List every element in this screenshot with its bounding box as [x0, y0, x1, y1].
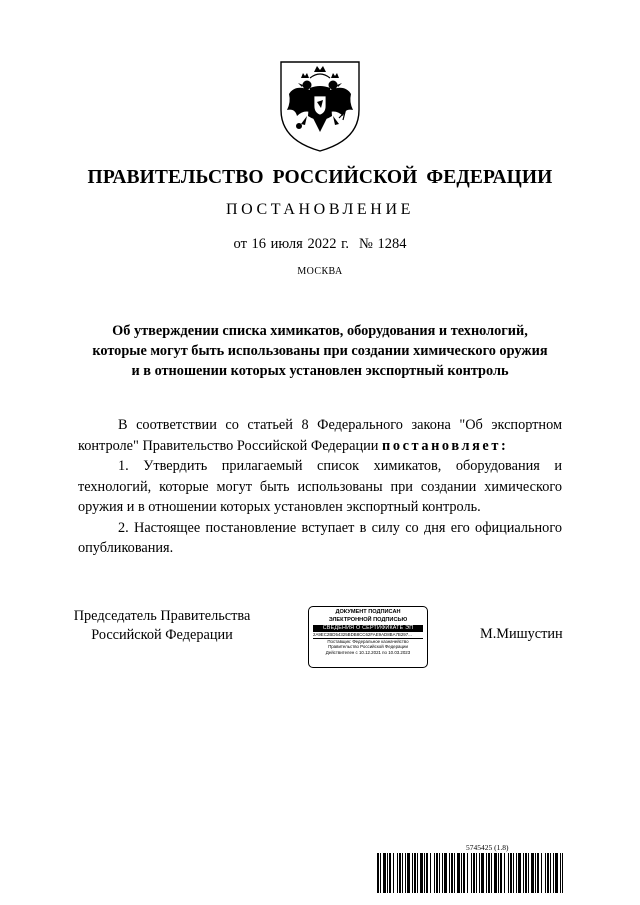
document-type: ПОСТАНОВЛЕНИЕ [226, 201, 414, 218]
org-title: ПРАВИТЕЛЬСТВО РОССИЙСКОЙ ФЕДЕРАЦИИ [87, 167, 553, 188]
stamp-certificate-header: СВЕДЕНИЯ О СЕРТИФИКАТЕ ЭП [313, 625, 423, 632]
signer-position-line-1: Председатель Правительства [73, 608, 251, 624]
document-subject [60, 321, 580, 381]
stamp-supplier-line-2: Правительство Российской Федерации [328, 644, 408, 650]
subject-line-3: и в отношении которых установлен экспортный контроль [131, 363, 509, 379]
stamp-supplier-line-1: Поставщик: Федеральное казначейство [327, 638, 409, 644]
stamp-certificate-id: 2A9EC2BD54325BDB8CC62FAE9AD8BA7B297... [313, 632, 423, 639]
intro-text: В соответствии со статьей 8 Федерального закона "Об экспортном контроле" Правительство Российской Федерации [78, 417, 562, 454]
stamp-line-2: ЭЛЕКТРОННОЙ ПОДПИСЬЮ [328, 617, 408, 624]
item-1-paragraph: 1. Утвердить прилагаемый список химикатов, оборудования и технологий, которые могут быть использованы при создании химического оружия и в отношении которых установлен экспортный контроль. [78, 458, 562, 515]
signer-position [62, 607, 262, 645]
date-number-line [0, 236, 640, 253]
document-date: от 16 июля 2022 г. [233, 236, 349, 252]
coat-of-arms-emblem [277, 58, 363, 154]
subject-line-2: которые могут быть использованы при создании химического оружия [92, 343, 548, 359]
electronic-signature-stamp [308, 606, 428, 668]
stamp-validity: Действителен с 10.12.2021 по 10.03.2023 [325, 650, 411, 655]
intro-paragraph [78, 415, 562, 456]
document-number: № 1284 [359, 236, 407, 252]
subject-line-1: Об утверждении списка химикатов, оборудования и технологий, [112, 323, 528, 339]
barcode-label: 5745425 (1.8) [466, 843, 509, 852]
city: МОСКВА [297, 266, 343, 277]
decree-word: постановляет: [382, 437, 509, 454]
barcode-image [377, 853, 563, 893]
document-body [78, 415, 562, 559]
signer-position-line-2: Российской Федерации [91, 627, 233, 643]
item-2-paragraph: 2. Настоящее постановление вступает в силу со дня его официального опубликования. [78, 519, 562, 556]
stamp-line-1: ДОКУМЕНТ ПОДПИСАН [335, 609, 401, 615]
signer-name: М.Мишустин [480, 626, 563, 642]
